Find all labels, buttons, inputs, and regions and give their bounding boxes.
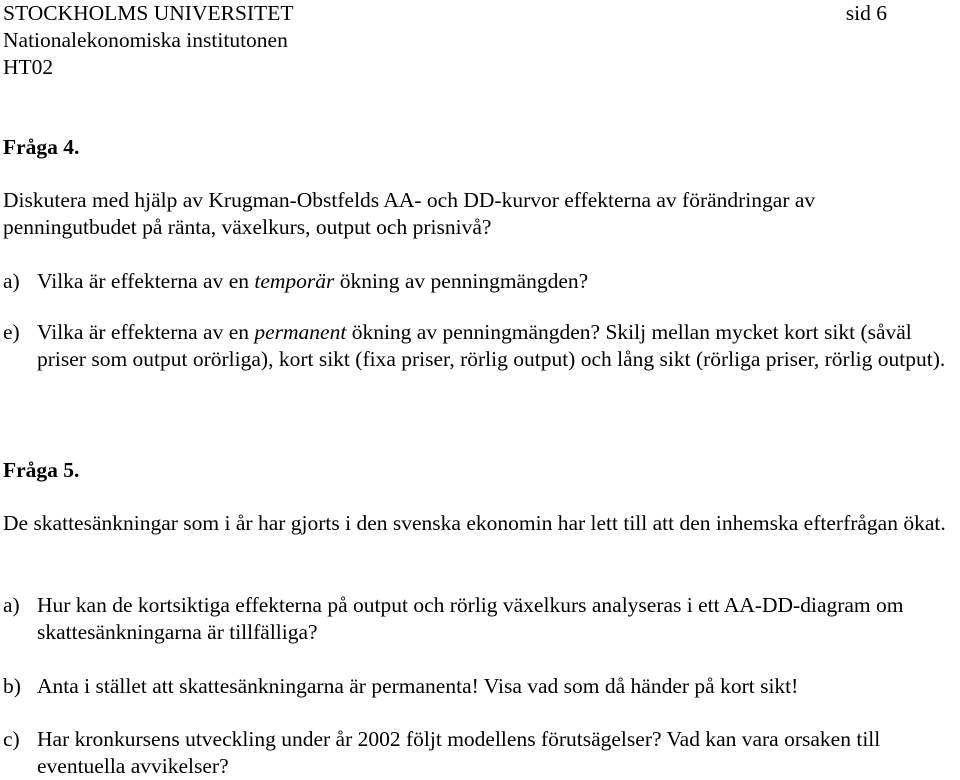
emphasis-permanent: permanent (254, 320, 347, 344)
term-code: HT02 (3, 55, 54, 79)
question-5-title: Fråga 5. (3, 458, 80, 482)
item-text: Har kronkursens utveckling under år 2002 följt modellens förutsägelser? Vad kan vara orsaken till eventuella avvikelser? (37, 727, 881, 778)
question-4-title: Fråga 4. (3, 135, 80, 159)
item-text: Vilka är effekterna av en permanent ökning av penningmängden? Skilj mellan mycket kort sikt (såväl priser som output orörliga), kort sikt (fixa priser, rörlig output) och lång sikt (rörliga priser, rörlig output). (37, 320, 946, 371)
emphasis-temporar: temporär (254, 269, 335, 293)
item-text: Anta i stället att skattesänkningarna är permanenta! Visa vad som då händer på kort sikt! (37, 674, 799, 698)
item-label: a) (3, 269, 20, 293)
item-label: e) (3, 320, 20, 344)
question-5-item-a (3, 592, 958, 646)
department-name: Nationalekonomiska institutonen (3, 28, 288, 52)
item-text: Vilka är effekterna av en temporär ökning av penningmängden? (37, 269, 589, 293)
item-text: Hur kan de kortsiktiga effekterna på output och rörlig växelkurs analyseras i ett AA-DD-diagram om skattesänkningarna är tillfälliga? (37, 593, 904, 644)
item-label: c) (3, 727, 20, 751)
question-5-item-b (3, 673, 958, 700)
question-5-intro: De skattesänkningar som i år har gjorts i den svenska ekonomin har lett till att den inhemska efterfrågan ökat. (3, 511, 946, 535)
page-number: sid 6 (845, 1, 887, 25)
question-4-item-a (3, 268, 958, 295)
item-label: a) (3, 593, 20, 617)
question-4-item-e (3, 319, 958, 373)
question-5-item-c (3, 726, 958, 780)
university-name: STOCKHOLMS UNIVERSITET (3, 1, 294, 25)
question-4-intro: Diskutera med hjälp av Krugman-Obstfelds AA- och DD-kurvor effekterna av förändringar av penningutbudet på ränta, växelkurs, output och prisnivå? (3, 188, 816, 239)
item-label: b) (3, 674, 21, 698)
